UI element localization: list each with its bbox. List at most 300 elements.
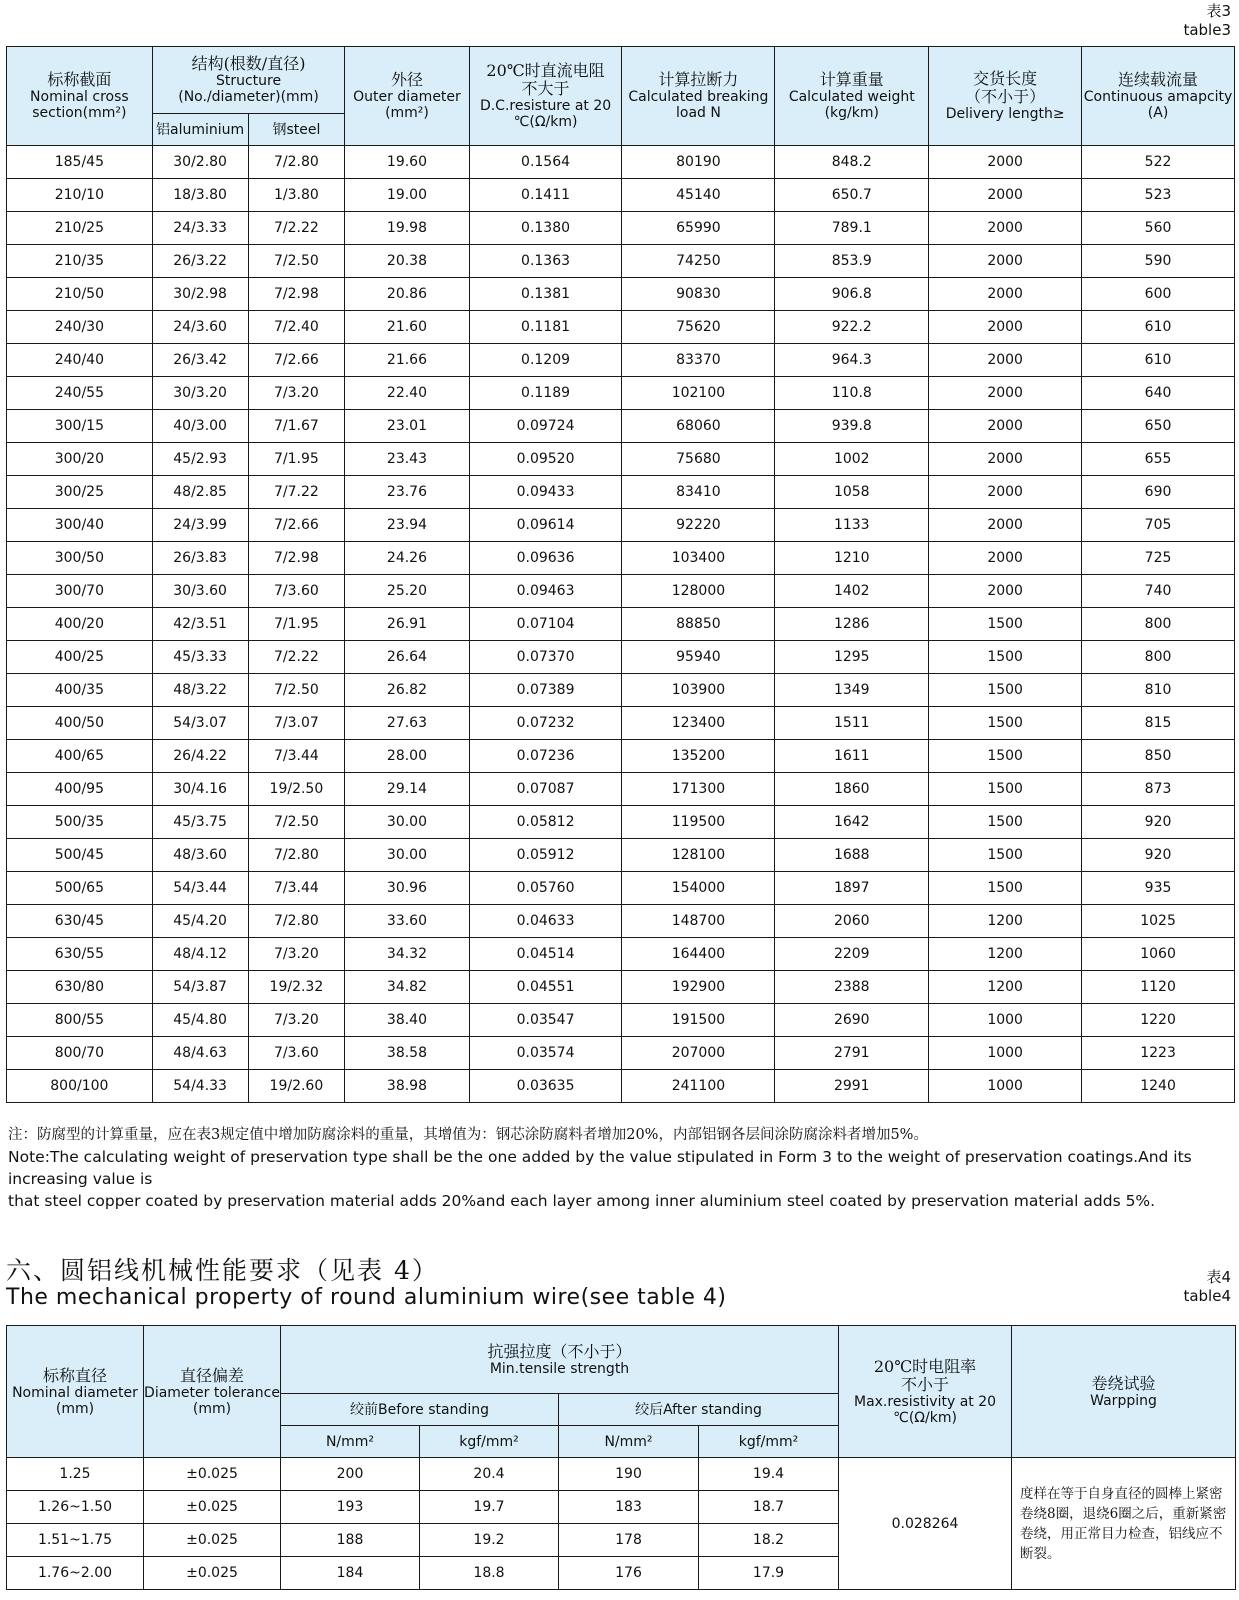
- table-cell: 19.7: [420, 1491, 559, 1524]
- note: [8, 1124, 1228, 1212]
- table-cell: 1500: [929, 641, 1082, 674]
- table-cell: 1000: [929, 1037, 1082, 1070]
- table-cell: 1500: [929, 872, 1082, 905]
- table-row: [7, 542, 1235, 575]
- table-cell: 2000: [929, 410, 1082, 443]
- table-cell: 34.82: [345, 971, 469, 1004]
- table-cell: 28.00: [345, 740, 469, 773]
- table-cell: 45/3.33: [152, 641, 248, 674]
- table-cell: 7/3.44: [248, 740, 345, 773]
- table-cell: 800: [1082, 641, 1235, 674]
- table-row: [7, 476, 1235, 509]
- table-cell: 1/3.80: [248, 179, 345, 212]
- table-cell: 19/2.50: [248, 773, 345, 806]
- table-row: [7, 278, 1235, 311]
- table-cell: 38.40: [345, 1004, 469, 1037]
- table-cell: 789.1: [775, 212, 929, 245]
- table-cell: 48/3.60: [152, 839, 248, 872]
- table-cell: 1688: [775, 839, 929, 872]
- table-cell: 210/25: [7, 212, 153, 245]
- table-cell: 7/3.44: [248, 872, 345, 905]
- resistivity-value: 0.028264: [839, 1458, 1012, 1590]
- table-cell: ±0.025: [144, 1491, 281, 1524]
- table-cell: 725: [1082, 542, 1235, 575]
- table-cell: 964.3: [775, 344, 929, 377]
- table-cell: 7/2.40: [248, 311, 345, 344]
- table-cell: 54/3.44: [152, 872, 248, 905]
- table-cell: 176: [559, 1557, 699, 1590]
- table-cell: 2000: [929, 311, 1082, 344]
- table-cell: 171300: [622, 773, 775, 806]
- table-cell: 7/2.22: [248, 212, 345, 245]
- table-cell: 7/1.95: [248, 443, 345, 476]
- table-cell: 1000: [929, 1070, 1082, 1103]
- table-cell: 178: [559, 1524, 699, 1557]
- header-before-standing: 绞前Before standing: [281, 1394, 559, 1426]
- table-cell: 1642: [775, 806, 929, 839]
- table-cell: 935: [1082, 872, 1235, 905]
- table-cell: 24.26: [345, 542, 469, 575]
- table-cell: 1500: [929, 608, 1082, 641]
- table-cell: 0.1380: [469, 212, 622, 245]
- table-cell: 1240: [1082, 1070, 1235, 1103]
- table-cell: 0.07104: [469, 608, 622, 641]
- table-cell: 7/3.20: [248, 938, 345, 971]
- header-aluminium: 铝aluminium: [152, 114, 248, 146]
- table-cell: 0.1209: [469, 344, 622, 377]
- table-cell: 7/2.66: [248, 344, 345, 377]
- table-cell: 522: [1082, 146, 1235, 179]
- table-cell: 1500: [929, 839, 1082, 872]
- table-cell: 0.04551: [469, 971, 622, 1004]
- table-cell: 2000: [929, 542, 1082, 575]
- table-cell: 1860: [775, 773, 929, 806]
- table-cell: 26.64: [345, 641, 469, 674]
- table-cell: 164400: [622, 938, 775, 971]
- table-cell: 850: [1082, 740, 1235, 773]
- table-cell: 0.04514: [469, 938, 622, 971]
- table-cell: 7/1.67: [248, 410, 345, 443]
- table-cell: 48/4.63: [152, 1037, 248, 1070]
- table-cell: 45/4.80: [152, 1004, 248, 1037]
- table-cell: 815: [1082, 707, 1235, 740]
- table-cell: 54/4.33: [152, 1070, 248, 1103]
- table-row: [7, 344, 1235, 377]
- header-delivery-length: 交货长度 （不小于） Delivery length≥: [929, 47, 1082, 146]
- table-cell: 23.76: [345, 476, 469, 509]
- table-cell: 18/3.80: [152, 179, 248, 212]
- table-cell: 2000: [929, 278, 1082, 311]
- header-diameter-tolerance: 直径偏差 Diameter tolerance (mm): [144, 1326, 281, 1458]
- table-row: [7, 146, 1235, 179]
- table-cell: 30/3.60: [152, 575, 248, 608]
- table-cell: 26/3.83: [152, 542, 248, 575]
- table-cell: 18.7: [699, 1491, 839, 1524]
- table-cell: 210/10: [7, 179, 153, 212]
- table-cell: 193: [281, 1491, 420, 1524]
- table-row: [7, 1004, 1235, 1037]
- table-row: [7, 575, 1235, 608]
- table-cell: 191500: [622, 1004, 775, 1037]
- table-row: [7, 377, 1235, 410]
- table-cell: 655: [1082, 443, 1235, 476]
- table-cell: 45/2.93: [152, 443, 248, 476]
- header-tensile-strength: 抗强拉度（不小于） Min.tensile strength: [281, 1326, 839, 1394]
- table-cell: ±0.025: [144, 1524, 281, 1557]
- table-cell: 0.05812: [469, 806, 622, 839]
- table-cell: 0.07232: [469, 707, 622, 740]
- table-cell: 630/55: [7, 938, 153, 971]
- header-after-kgf: kgf/mm²: [699, 1426, 839, 1458]
- table-cell: 800/55: [7, 1004, 153, 1037]
- table-cell: 523: [1082, 179, 1235, 212]
- table-cell: 38.98: [345, 1070, 469, 1103]
- table-cell: 128100: [622, 839, 775, 872]
- table-cell: 26.82: [345, 674, 469, 707]
- table-row: [7, 245, 1235, 278]
- table-cell: 75680: [622, 443, 775, 476]
- table-cell: 30.96: [345, 872, 469, 905]
- table-cell: 0.03547: [469, 1004, 622, 1037]
- table-cell: 0.09614: [469, 509, 622, 542]
- table-cell: 590: [1082, 245, 1235, 278]
- table-cell: 920: [1082, 839, 1235, 872]
- table-cell: ±0.025: [144, 1557, 281, 1590]
- table-cell: 2000: [929, 179, 1082, 212]
- table-cell: 1133: [775, 509, 929, 542]
- table-cell: 80190: [622, 146, 775, 179]
- wrapping-test-text: 度样在等于自身直径的圆棒上紧密卷绕8圈，退绕6圈之后，重新紧密卷绕，用正常目力检查，铝线应不断裂。: [1012, 1458, 1236, 1590]
- table-cell: 922.2: [775, 311, 929, 344]
- table-cell: 188: [281, 1524, 420, 1557]
- header-breaking-load: 计算拉断力 Calculated breaking load N: [622, 47, 775, 146]
- table-cell: 7/2.66: [248, 509, 345, 542]
- section6-heading: [6, 1256, 726, 1310]
- table-cell: 400/65: [7, 740, 153, 773]
- table-cell: 0.1411: [469, 179, 622, 212]
- table-cell: 75620: [622, 311, 775, 344]
- table-cell: 95940: [622, 641, 775, 674]
- table3: [6, 46, 1235, 1103]
- table-cell: 0.04633: [469, 905, 622, 938]
- table4-tag-zh: 表4: [1206, 1268, 1231, 1286]
- table-row: [7, 1070, 1235, 1103]
- table-cell: 400/35: [7, 674, 153, 707]
- table-cell: 102100: [622, 377, 775, 410]
- table-row: [7, 740, 1235, 773]
- table-cell: 0.07370: [469, 641, 622, 674]
- table-cell: 650: [1082, 410, 1235, 443]
- table-cell: 54/3.07: [152, 707, 248, 740]
- table-cell: 500/35: [7, 806, 153, 839]
- table-cell: 0.09433: [469, 476, 622, 509]
- table-cell: 2060: [775, 905, 929, 938]
- table-cell: 7/2.80: [248, 905, 345, 938]
- table-row: [7, 773, 1235, 806]
- header-ampacity: 连续载流量 Continuous amapcity (A): [1082, 47, 1235, 146]
- table-cell: 183: [559, 1491, 699, 1524]
- table-cell: 88850: [622, 608, 775, 641]
- table-cell: 22.40: [345, 377, 469, 410]
- table-cell: 400/95: [7, 773, 153, 806]
- table-cell: 7/3.20: [248, 377, 345, 410]
- table-row: [7, 872, 1235, 905]
- table-cell: 241100: [622, 1070, 775, 1103]
- table-cell: 33.60: [345, 905, 469, 938]
- table-cell: 42/3.51: [152, 608, 248, 641]
- table-cell: 19.00: [345, 179, 469, 212]
- table-cell: 7/2.50: [248, 674, 345, 707]
- table-cell: 1120: [1082, 971, 1235, 1004]
- table-cell: 23.43: [345, 443, 469, 476]
- table-cell: 500/65: [7, 872, 153, 905]
- table-cell: 110.8: [775, 377, 929, 410]
- table4: [6, 1325, 1236, 1590]
- table-cell: 1025: [1082, 905, 1235, 938]
- table-cell: 873: [1082, 773, 1235, 806]
- table-cell: 210/35: [7, 245, 153, 278]
- table-cell: 27.63: [345, 707, 469, 740]
- table-cell: 0.07236: [469, 740, 622, 773]
- table3-header: [7, 47, 1235, 146]
- table-cell: 1.76~2.00: [7, 1557, 144, 1590]
- table-cell: 2991: [775, 1070, 929, 1103]
- table-cell: 148700: [622, 905, 775, 938]
- table-cell: 24/3.99: [152, 509, 248, 542]
- table-cell: 83410: [622, 476, 775, 509]
- table-cell: 0.07087: [469, 773, 622, 806]
- table3-tag: [1183, 2, 1231, 40]
- table-cell: 2000: [929, 443, 1082, 476]
- table-cell: 20.38: [345, 245, 469, 278]
- table-cell: 30/3.20: [152, 377, 248, 410]
- table-cell: 19.98: [345, 212, 469, 245]
- header-nominal-cross-section: 标称截面 Nominal cross section(mm²): [7, 47, 153, 146]
- table-cell: 0.05760: [469, 872, 622, 905]
- table-cell: 30.00: [345, 839, 469, 872]
- table-cell: 2000: [929, 245, 1082, 278]
- table-cell: 7/2.98: [248, 542, 345, 575]
- table-cell: 54/3.87: [152, 971, 248, 1004]
- table-cell: 920: [1082, 806, 1235, 839]
- table-cell: 123400: [622, 707, 775, 740]
- table-cell: 90830: [622, 278, 775, 311]
- table-row: [7, 311, 1235, 344]
- table-row: [7, 1037, 1235, 1070]
- table-cell: 1058: [775, 476, 929, 509]
- table-cell: 0.09724: [469, 410, 622, 443]
- table-cell: 23.94: [345, 509, 469, 542]
- table-cell: 1.51~1.75: [7, 1524, 144, 1557]
- table-cell: 1220: [1082, 1004, 1235, 1037]
- table-cell: 119500: [622, 806, 775, 839]
- header-structure: 结构(根数/直径) Structure (No./diameter)(mm): [152, 47, 345, 114]
- table-cell: 154000: [622, 872, 775, 905]
- table-cell: 2000: [929, 212, 1082, 245]
- section6-title-zh: 六、圆铝线机械性能要求（见表 4）: [6, 1256, 439, 1285]
- table-cell: 650.7: [775, 179, 929, 212]
- table-cell: 0.1564: [469, 146, 622, 179]
- table-row: [7, 839, 1235, 872]
- header-calculated-weight: 计算重量 Calculated weight (kg/km): [775, 47, 929, 146]
- table-cell: ±0.025: [144, 1458, 281, 1491]
- table-cell: 83370: [622, 344, 775, 377]
- table-cell: 853.9: [775, 245, 929, 278]
- header-outer-diameter: 外径 Outer diameter (mm²): [345, 47, 469, 146]
- table-cell: 1500: [929, 806, 1082, 839]
- table-cell: 65990: [622, 212, 775, 245]
- table-cell: 7/1.95: [248, 608, 345, 641]
- table-cell: 1897: [775, 872, 929, 905]
- table-cell: 0.1189: [469, 377, 622, 410]
- table-cell: 400/20: [7, 608, 153, 641]
- table-cell: 1500: [929, 773, 1082, 806]
- table-cell: 2000: [929, 377, 1082, 410]
- table-cell: 184: [281, 1557, 420, 1590]
- table-cell: 17.9: [699, 1557, 839, 1590]
- table-cell: 1002: [775, 443, 929, 476]
- table-cell: 2209: [775, 938, 929, 971]
- table-cell: 7/7.22: [248, 476, 345, 509]
- table-cell: 7/2.50: [248, 245, 345, 278]
- table-row: [7, 641, 1235, 674]
- table-row: [7, 410, 1235, 443]
- table-cell: 1.25: [7, 1458, 144, 1491]
- table-cell: 7/2.80: [248, 146, 345, 179]
- table4-tag: [1183, 1268, 1231, 1306]
- table-cell: 7/3.20: [248, 1004, 345, 1037]
- table-cell: 19.4: [699, 1458, 839, 1491]
- table-cell: 190: [559, 1458, 699, 1491]
- table-cell: 0.09636: [469, 542, 622, 575]
- header-after-nmm: N/mm²: [559, 1426, 699, 1458]
- table-cell: 240/55: [7, 377, 153, 410]
- table4-header: [7, 1326, 1236, 1458]
- note-zh: 注：防腐型的计算重量，应在表3规定值中增加防腐涂料的重量，其增值为：钢芯涂防腐料者增加20%，内部铝钢各层间涂防腐涂料者增加5%。: [8, 1127, 928, 1143]
- table-cell: 21.66: [345, 344, 469, 377]
- table-cell: 300/70: [7, 575, 153, 608]
- table-cell: 0.1363: [469, 245, 622, 278]
- table-cell: 26/3.42: [152, 344, 248, 377]
- table-cell: 1286: [775, 608, 929, 641]
- table-cell: 810: [1082, 674, 1235, 707]
- table-cell: 48/4.12: [152, 938, 248, 971]
- table-cell: 0.03574: [469, 1037, 622, 1070]
- table-cell: 630/80: [7, 971, 153, 1004]
- table-cell: 1060: [1082, 938, 1235, 971]
- table-cell: 1511: [775, 707, 929, 740]
- table-cell: 48/2.85: [152, 476, 248, 509]
- table-cell: 192900: [622, 971, 775, 1004]
- table-cell: 20.4: [420, 1458, 559, 1491]
- note-en-1: Note:The calculating weight of preservation type shall be the one added by the value stipulated in Form 3 to the weight of preservation coatings.And its increasing value is: [8, 1148, 1192, 1188]
- table-cell: 630/45: [7, 905, 153, 938]
- table-cell: 30/4.16: [152, 773, 248, 806]
- table-cell: 45140: [622, 179, 775, 212]
- table-cell: 103400: [622, 542, 775, 575]
- table-cell: 2000: [929, 476, 1082, 509]
- table-cell: 800/70: [7, 1037, 153, 1070]
- header-nominal-diameter: 标称直径 Nominal diameter (mm): [7, 1326, 144, 1458]
- table-row: [7, 971, 1235, 1004]
- table-cell: 0.1381: [469, 278, 622, 311]
- table-cell: 7/2.98: [248, 278, 345, 311]
- table-cell: 7/2.22: [248, 641, 345, 674]
- table-cell: 0.05912: [469, 839, 622, 872]
- table-cell: 0.09463: [469, 575, 622, 608]
- table-cell: 19/2.60: [248, 1070, 345, 1103]
- table-cell: 19/2.32: [248, 971, 345, 1004]
- table-row: [7, 509, 1235, 542]
- table3-body: [7, 146, 1235, 1103]
- table-cell: 7/2.80: [248, 839, 345, 872]
- table-cell: 26/3.22: [152, 245, 248, 278]
- table-cell: 48/3.22: [152, 674, 248, 707]
- table-row: [7, 707, 1235, 740]
- table-cell: 1210: [775, 542, 929, 575]
- table-cell: 135200: [622, 740, 775, 773]
- table-cell: 1000: [929, 1004, 1082, 1037]
- table-cell: 240/30: [7, 311, 153, 344]
- table-cell: 2690: [775, 1004, 929, 1037]
- table-row: [7, 674, 1235, 707]
- table-cell: 600: [1082, 278, 1235, 311]
- table-cell: 906.8: [775, 278, 929, 311]
- table-cell: 1500: [929, 707, 1082, 740]
- table-cell: 45/4.20: [152, 905, 248, 938]
- table-cell: 103900: [622, 674, 775, 707]
- table-cell: 26.91: [345, 608, 469, 641]
- table-row: [7, 905, 1235, 938]
- table-cell: 1295: [775, 641, 929, 674]
- table-cell: 0.03635: [469, 1070, 622, 1103]
- table-cell: 800: [1082, 608, 1235, 641]
- table-cell: 2000: [929, 575, 1082, 608]
- table-cell: 18.2: [699, 1524, 839, 1557]
- table-cell: 2000: [929, 509, 1082, 542]
- table-cell: 7/3.60: [248, 1037, 345, 1070]
- table-cell: 7/3.07: [248, 707, 345, 740]
- table-cell: 1402: [775, 575, 929, 608]
- table-cell: 7/3.60: [248, 575, 345, 608]
- table-cell: 1200: [929, 938, 1082, 971]
- table-row: [7, 806, 1235, 839]
- table-cell: 500/45: [7, 839, 153, 872]
- table-cell: 29.14: [345, 773, 469, 806]
- table-cell: 210/50: [7, 278, 153, 311]
- table-cell: 300/20: [7, 443, 153, 476]
- table-cell: 0.1181: [469, 311, 622, 344]
- table-cell: 640: [1082, 377, 1235, 410]
- table3-tag-zh: 表3: [1206, 2, 1231, 20]
- header-wrapping: 卷绕试验 Warpping: [1012, 1326, 1236, 1458]
- table-cell: 68060: [622, 410, 775, 443]
- table-cell: 705: [1082, 509, 1235, 542]
- table-cell: 19.2: [420, 1524, 559, 1557]
- table-cell: 24/3.60: [152, 311, 248, 344]
- table-cell: 25.20: [345, 575, 469, 608]
- table-cell: 38.58: [345, 1037, 469, 1070]
- table-cell: 24/3.33: [152, 212, 248, 245]
- table-cell: 21.60: [345, 311, 469, 344]
- table-cell: 1200: [929, 971, 1082, 1004]
- table-cell: 92220: [622, 509, 775, 542]
- table-row: [7, 938, 1235, 971]
- table-cell: 848.2: [775, 146, 929, 179]
- table-cell: 690: [1082, 476, 1235, 509]
- header-before-nmm: N/mm²: [281, 1426, 420, 1458]
- table-cell: 23.01: [345, 410, 469, 443]
